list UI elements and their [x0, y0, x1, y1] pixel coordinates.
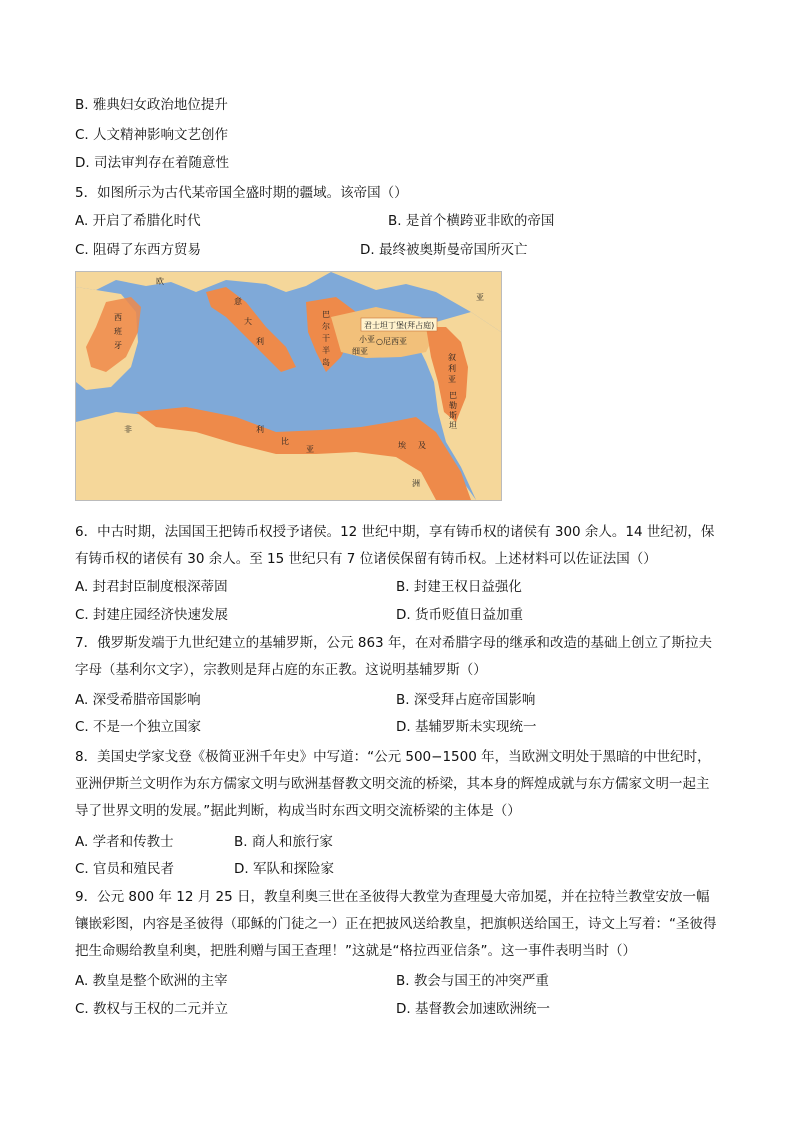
map-label-east: 亚 — [476, 293, 484, 302]
q6-option-a: A. 封君封臣制度根深蒂固 — [75, 579, 228, 595]
q7-stem: 7．俄罗斯发端于九世纪建立的基辅罗斯，公元 863 年，在对希腊字母的继承和改造的基础上创立了斯拉夫字母（基利尔文字），宗教则是拜占庭的东正教。这说明基辅罗斯（） — [75, 635, 712, 678]
q6-option-b: B. 封建王权日益强化 — [396, 579, 522, 595]
q7-option-d: D. 基辅罗斯未实现统一 — [396, 719, 537, 735]
q7-option-c: C. 不是一个独立国家 — [75, 719, 202, 735]
map-label-palestine-4: 坦 — [449, 421, 457, 430]
map-label-asia-minor-3: 细 — [352, 347, 360, 356]
q4-option-d: D. 司法审判存在着随意性 — [75, 155, 229, 171]
map-label-spain-2: 班 — [114, 327, 122, 336]
map-label-balkan-3: 干 — [322, 334, 330, 343]
map-label-syria-3: 亚 — [448, 375, 456, 384]
map-label-libya-2: 比 — [281, 437, 289, 446]
map-label-egypt-1: 埃 — [398, 441, 406, 450]
q9-option-d: D. 基督教会加速欧洲统一 — [396, 1001, 550, 1017]
map-label-balkan-4: 半 — [322, 346, 330, 355]
q8-option-d: D. 军队和探险家 — [234, 861, 334, 877]
map-label-europe: 欧 — [156, 277, 164, 286]
q5-option-c: C. 阻碍了东西方贸易 — [75, 242, 202, 258]
map-label-palestine-3: 斯 — [449, 411, 457, 420]
q8-option-a: A. 学者和传教士 — [75, 834, 174, 850]
map-label-balkan-2: 尔 — [322, 322, 330, 331]
q5-option-a: A. 开启了希腊化时代 — [75, 213, 201, 229]
q4-option-b: B. 雅典妇女政治地位提升 — [75, 97, 228, 113]
map-label-palestine-2: 勒 — [449, 401, 457, 410]
q6-option-c: C. 封建庄园经济快速发展 — [75, 607, 229, 623]
q6-stem: 6．中古时期，法国国王把铸币权授予诸侯。12 世纪中期，享有铸币权的诸侯有 300 余人。14 世纪初，保有铸币权的诸侯有 30 余人。至 15 世纪只有 7 位诸侯保留有铸币权。上述材料可以佐证法国（） — [75, 524, 715, 567]
map-label-continent: 洲 — [412, 479, 420, 488]
q9-option-a: A. 教皇是整个欧洲的主宰 — [75, 973, 228, 989]
map-label-asia-minor-4: 亚 — [360, 347, 368, 356]
q5-option-b: B. 是首个横跨亚非欧的帝国 — [388, 213, 555, 229]
q4-option-c: C. 人文精神影响文艺创作 — [75, 127, 229, 143]
map-label-syria-2: 利 — [448, 364, 456, 373]
q7-option-a: A. 深受希腊帝国影响 — [75, 692, 201, 708]
map-svg — [76, 272, 501, 500]
q8-stem: 8．美国史学家戈登《极简亚洲千年史》中写道：“公元 500−1500 年，当欧洲文明处于黑暗的中世纪时，亚洲伊斯兰文明作为东方儒家文明与欧洲基督教文明交流的桥梁，其本身的辉煌成就与东方儒家文明一起主导了世界文明的发展。”据此判断，构成当时东西文明交流桥梁的主体是（） — [75, 749, 711, 819]
q8-option-c: C. 官员和殖民者 — [75, 861, 175, 877]
map-label-italy-1: 意 — [234, 297, 242, 306]
byzantine-empire-map — [75, 271, 502, 501]
q7-option-b: B. 深受拜占庭帝国影响 — [396, 692, 536, 708]
map-label-libya-3: 亚 — [306, 445, 314, 454]
map-label-palestine-1: 巴 — [449, 391, 457, 400]
q9-option-c: C. 教权与王权的二元并立 — [75, 1001, 229, 1017]
map-label-asia-minor-1: 小 — [359, 335, 367, 344]
q9-option-b: B. 教会与国王的冲突严重 — [396, 973, 549, 989]
map-label-balkan-5: 岛 — [322, 358, 330, 367]
map-label-egypt-2: 及 — [418, 441, 426, 450]
map-label-syria-1: 叙 — [448, 353, 456, 362]
q5-option-d: D. 最终被奥斯曼帝国所灭亡 — [360, 242, 528, 258]
q5-stem: 5．如图所示为古代某帝国全盛时期的疆域。该帝国（） — [75, 185, 408, 201]
q9-stem: 9．公元 800 年 12 月 25 日，教皇利奥三世在圣彼得大教堂为查理曼大帝加冕，并在拉特兰教堂安放一幅镶嵌彩图，内容是圣彼得（耶稣的门徒之一）正在把披风送给教皇，把旗帜送给国王，诗文上写着：“圣彼得把生命赐给教皇利奥，把胜利赠与国王查理！”这就是“格拉西亚信条”。这一事件表明当时（） — [75, 889, 717, 959]
map-label-italy-2: 大 — [244, 317, 252, 326]
map-label-africa: 非 — [124, 425, 132, 434]
map-label-spain-3: 牙 — [114, 341, 122, 350]
q6-option-d: D. 货币贬值日益加重 — [396, 607, 523, 623]
map-label-nicaea: ○尼西亚 — [376, 337, 407, 346]
map-label-balkan-1: 巴 — [322, 310, 330, 319]
map-label-asia-minor-2: 亚 — [367, 335, 375, 344]
map-label-libya-1: 利 — [256, 425, 264, 434]
q8-option-b: B. 商人和旅行家 — [234, 834, 333, 850]
map-label-spain-1: 西 — [114, 313, 122, 322]
map-label-italy-3: 利 — [256, 337, 264, 346]
map-label-constantinople: 君士坦丁堡(拜占庭) — [364, 321, 435, 330]
